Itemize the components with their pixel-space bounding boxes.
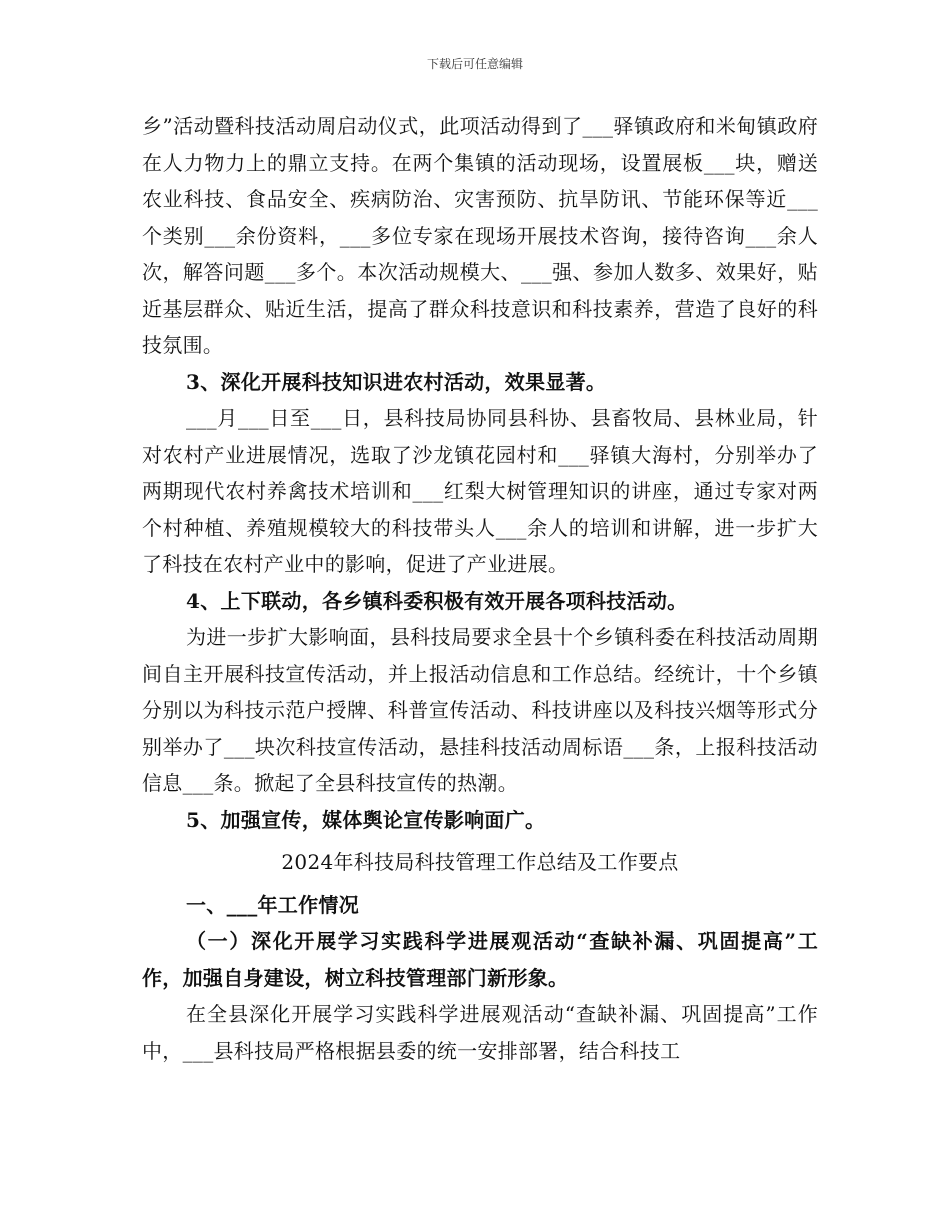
heading-section-4: 4、上下联动，各乡镇科委积极有效开展各项科技活动。 xyxy=(186,588,688,613)
heading-part-1-1: （一）深化开展学习实践科学进展观活动“查缺补漏、巩固提高”工作，加强自身建设，树立科技管理部门新形象。 xyxy=(142,929,818,990)
heading-section-5: 5、加强宣传，媒体舆论宣传影响面广。 xyxy=(186,807,546,832)
paragraph-township-activities: 为进一步扩大影响面，县科技局要求全县十个乡镇科委在科技活动周期间自主开展科技宣传活动，并上报活动信息和工作总结。经统计，十个乡镇分别以为科技示范户授牌、科普宣传活动、科技讲座以及科技兴烟等形式分别举办了___块次科技宣传活动，悬挂科技活动周标语___条，上报科技活动信息___条。掀起了全县科技宣传的热潮。 xyxy=(142,625,818,795)
header-note: 下载后可任意编辑 xyxy=(426,57,523,71)
document-title: 2024年科技局科技管理工作总结及工作要点 xyxy=(281,850,679,874)
paragraph-activity-week: 乡”活动暨科技活动周启动仪式，此项活动得到了___驿镇政府和米甸镇政府在人力物力上的鼎立支持。在两个集镇的活动现场，设置展板___块，赠送农业科技、食品安全、疾病防治、灾害预防、抗旱防讯、节能环保等近___个类别___余份资料，___多位专家在现场开展技术咨询，接待咨询___余人次，解答问题___多个。本次活动规模大、___强、参加人数多、效果好，贴近基层群众、贴近生活，提高了群众科技意识和科技素养，营造了良好的科技氛围。 xyxy=(142,114,818,357)
heading-part-1: 一、___年工作情况 xyxy=(186,892,359,917)
document-body xyxy=(142,108,818,1069)
paragraph-study-practice: 在全县深化开展学习实践科学进展观活动“查缺补漏、巩固提高”工作中，___县科技局严格根据县委的统一安排部署，结合科技工 xyxy=(142,1002,818,1063)
paragraph-rural-training: ___月___日至___日，县科技局协同县科协、县畜牧局、县林业局，针对农村产业进展情况，选取了沙龙镇花园村和___驿镇大海村，分别举办了两期现代农村养禽技术培训和___红梨大树管理知识的讲座，通过专家对两个村种植、养殖规模较大的科技带头人___余人的培训和讲解，进一步扩大了科技在农村产业中的影响，促进了产业进展。 xyxy=(142,406,818,576)
heading-section-3: 3、深化开展科技知识进农村活动，效果显著。 xyxy=(186,369,607,394)
